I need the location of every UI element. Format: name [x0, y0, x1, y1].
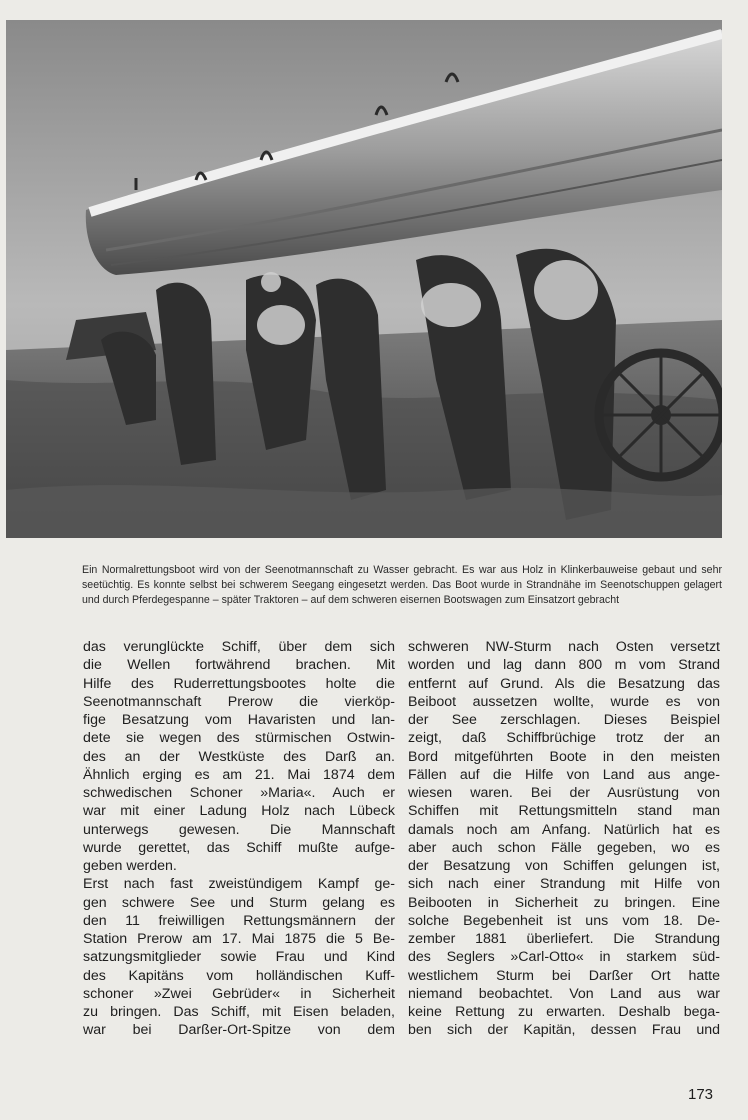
text-line: war bei Darßer-Ort-Spitze von dem	[83, 1022, 395, 1039]
text-line: aber auch schon Fälle gegeben, wo es	[408, 839, 720, 856]
text-line: entfernt auf Grund. Als die Besatzung das	[408, 675, 720, 692]
text-line: Fällen auf die Hilfe von Land aus ange-	[408, 766, 720, 783]
text-line: keine Rettung zu erwarten. Deshalb bega-	[408, 1004, 720, 1020]
page-number: 173	[688, 1086, 714, 1103]
text-line: schwedischen Schoner »Maria«. Auch er	[83, 785, 395, 801]
text-line: die Wellen fortwährend brachen. Mit	[83, 657, 395, 674]
text-line: Beibooten in Sicherheit zu bringen. Eine	[408, 894, 720, 911]
text-line: zeigt, daß Schiffbrüchige trotz der an	[408, 730, 720, 747]
text-line: geben werden.	[83, 858, 177, 874]
text-line: solche Begebenheit ist uns vom 18. De-	[408, 912, 720, 929]
text-line: den 11 freiwilligen Rettungsmännern der	[83, 912, 395, 929]
text-line: der Besatzung von Schiffen gelungen ist,	[408, 858, 720, 874]
text-line: des Kapitäns vom holländischen Kuff-	[83, 967, 395, 984]
text-line: sich nach einer Strandung mit Hilfe von	[408, 876, 720, 893]
text-line: Seenotmannschaft Prerow die vierköp-	[83, 693, 395, 710]
text-line: des an der Westküste des Darß an.	[83, 748, 395, 765]
text-line: wurde gerettet, das Schiff mußte aufge-	[83, 839, 395, 856]
text-line: Beiboot aussetzen wollte, wurde es von	[408, 693, 720, 710]
text-line: niemand beobachtet. Von Land aus war	[408, 985, 720, 1002]
text-line: Schiffen mit Rettungsmitteln stand man	[408, 803, 720, 820]
text-line: zu bringen. Das Schiff, mit Eisen beladen,	[83, 1004, 395, 1020]
text-line: fige Besatzung vom Havaristen und lan-	[83, 712, 395, 728]
text-line: Hilfe des Ruderrettungsbootes holte die	[83, 675, 395, 692]
text-line: war mit einer Ladung Holz nach Lübeck	[83, 803, 395, 820]
text-line: des Seglers »Carl-Otto« in starkem süd-	[408, 949, 720, 966]
text-line: der See zerschlagen. Dieses Beispiel	[408, 712, 720, 728]
text-line: wiesen waren. Bei der Ausrüstung von	[408, 785, 720, 801]
text-line: Ähnlich erging es am 21. Mai 1874 dem	[83, 766, 395, 783]
text-line: zember 1881 überliefert. Die Strandung	[408, 931, 720, 947]
text-line: das verunglückte Schiff, über dem sich	[83, 639, 395, 655]
text-line: ben sich der Kapitän, dessen Frau und	[408, 1022, 720, 1039]
text-line: Erst nach fast zweistündigem Kampf ge-	[83, 876, 395, 893]
right-text-column	[408, 638, 720, 1040]
text-line: schweren NW-Sturm nach Osten versetzt	[408, 639, 720, 655]
lifeboat-photo	[6, 20, 722, 538]
text-line: Bord mitgeführten Boote in den meisten	[408, 748, 720, 765]
photo-caption: Ein Normalrettungsboot wird von der Seenotmannschaft zu Wasser gebracht. Es war aus Holz in Klinkerbauweise gebaut und sehr seetüchtig. Es konnte selbst bei schwerem Seegang eingesetzt werden. Das Boot wurde in Strandnähe im Seenotschuppen gelagert und durch Pferdegespanne – später Traktoren – auf dem schweren eisernen Bootswagen zum Einsatzort gebracht	[82, 563, 722, 607]
text-line: Station Prerow am 17. Mai 1875 die 5 Be-	[83, 931, 395, 947]
text-line: worden und lag dann 800 m vom Strand	[408, 657, 720, 674]
text-line: damals noch am Anfang. Natürlich hat es	[408, 821, 720, 838]
text-line: unterwegs gewesen. Die Mannschaft	[83, 821, 395, 838]
text-line: schoner »Zwei Gebrüder« in Sicherheit	[83, 985, 395, 1002]
text-line: westlichem Sturm bei Darßer Ort hatte	[408, 967, 720, 984]
text-line: dete sie wegen des stürmischen Ostwin-	[83, 730, 395, 747]
left-text-column	[83, 638, 395, 1040]
text-line: satzungsmitglieder sowie Frau und Kind	[83, 949, 395, 966]
text-line: gen schwere See und Sturm gelang es	[83, 894, 395, 911]
